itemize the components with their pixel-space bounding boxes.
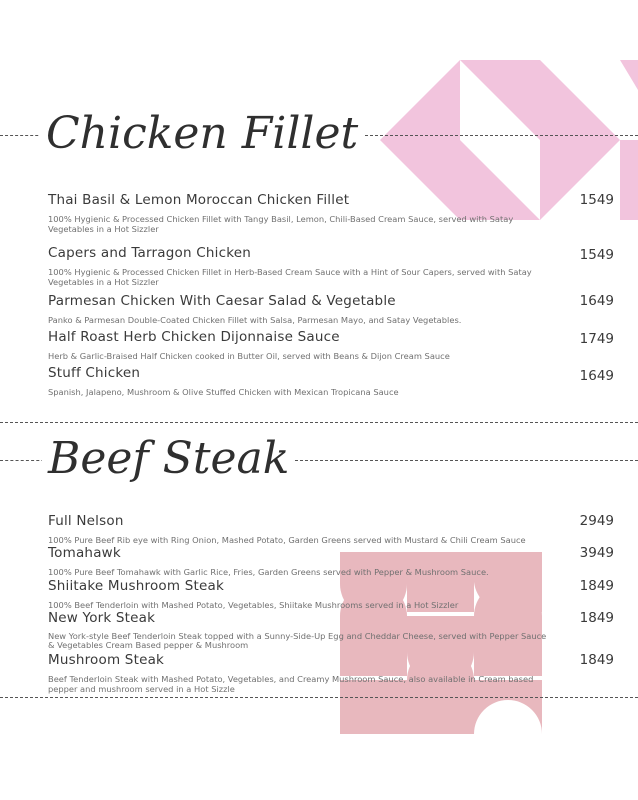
item-price: 1649 (579, 368, 614, 384)
item-description: 100% Beef Tenderloin with Mashed Potato, Vegetables, Shiitake Mushrooms served in a Hot Sizzler (48, 600, 459, 610)
item-description: Panko & Parmesan Double-Coated Chicken Fillet with Salsa, Parmesan Mayo, and Satay Vegetables. (48, 315, 462, 325)
item-description: Beef Tenderloin Steak with Mashed Potato, Vegetables, and Creamy Mushroom Sauce, also available in Cream based pepper and mushroom served in a Hot Sizzle (48, 674, 534, 694)
bottom-separator (0, 697, 638, 698)
item-description: 100% Hygienic & Processed Chicken Fillet with Tangy Basil, Lemon, Chili-Based Cream Sauce, served with Satay Vegetables in a Hot Sizzler (48, 214, 514, 234)
menu-item (48, 545, 614, 577)
item-name: Half Roast Herb Chicken Dijonnaise Sauce (48, 329, 340, 345)
item-description: New York-style Beef Tenderloin Steak topped with a Sunny-Side-Up Egg and Cheddar Cheese, served with Pepper Sauce & Vegetables Cream Based pepper & Mushroom (48, 631, 547, 650)
item-name: New York Steak (48, 610, 156, 626)
item-name: Stuff Chicken (48, 365, 141, 381)
menu-item (48, 293, 614, 325)
divider-beef-right (270, 460, 638, 461)
item-price: 1849 (579, 610, 614, 626)
section-separator (0, 422, 638, 423)
item-description: Herb & Garlic-Braised Half Chicken cooked in Butter Oil, served with Beans & Dijon Cream Sauce (48, 351, 450, 361)
item-price: 1549 (579, 247, 614, 263)
item-price: 1549 (579, 192, 614, 208)
item-name: Tomahawk (48, 545, 121, 561)
menu-item (48, 513, 614, 545)
item-description: 100% Hygienic & Processed Chicken Fillet in Herb-Based Cream Sauce with a Hint of Sour Capers, served with Satay Vegetables in a Hot Sizzler (48, 267, 532, 287)
section-title-chicken: Chicken Fillet (40, 108, 364, 159)
menu-item (48, 365, 614, 397)
menu-item (48, 245, 614, 287)
item-name: Thai Basil & Lemon Moroccan Chicken Fillet (48, 192, 350, 208)
item-price: 1649 (579, 293, 614, 309)
menu-item (48, 652, 614, 694)
item-price: 1849 (579, 578, 614, 594)
item-description: 100% Pure Beef Rib eye with Ring Onion, Mashed Potato, Garden Greens served with Mustard & Chili Cream Sauce (48, 535, 526, 545)
item-price: 3949 (579, 545, 614, 561)
item-name: Capers and Tarragon Chicken (48, 245, 251, 261)
item-name: Mushroom Steak (48, 652, 165, 668)
menu-item (48, 578, 614, 610)
menu-item (48, 610, 614, 650)
item-name: Shiitake Mushroom Steak (48, 578, 224, 594)
menu-item (48, 329, 614, 361)
item-price: 1849 (579, 652, 614, 668)
item-price: 1749 (579, 331, 614, 347)
section-title-beef: Beef Steak (42, 433, 295, 484)
item-price: 2949 (579, 513, 614, 529)
item-name: Full Nelson (48, 513, 124, 529)
item-description: 100% Pure Beef Tomahawk with Garlic Rice, Fries, Garden Greens served with Pepper & Mushroom Sauce. (48, 567, 489, 577)
menu-item (48, 192, 614, 234)
item-description: Spanish, Jalapeno, Mushroom & Olive Stuffed Chicken with Mexican Tropicana Sauce (48, 387, 399, 397)
item-name: Parmesan Chicken With Caesar Salad & Vegetable (48, 293, 396, 309)
divider-chicken-right (340, 135, 638, 136)
